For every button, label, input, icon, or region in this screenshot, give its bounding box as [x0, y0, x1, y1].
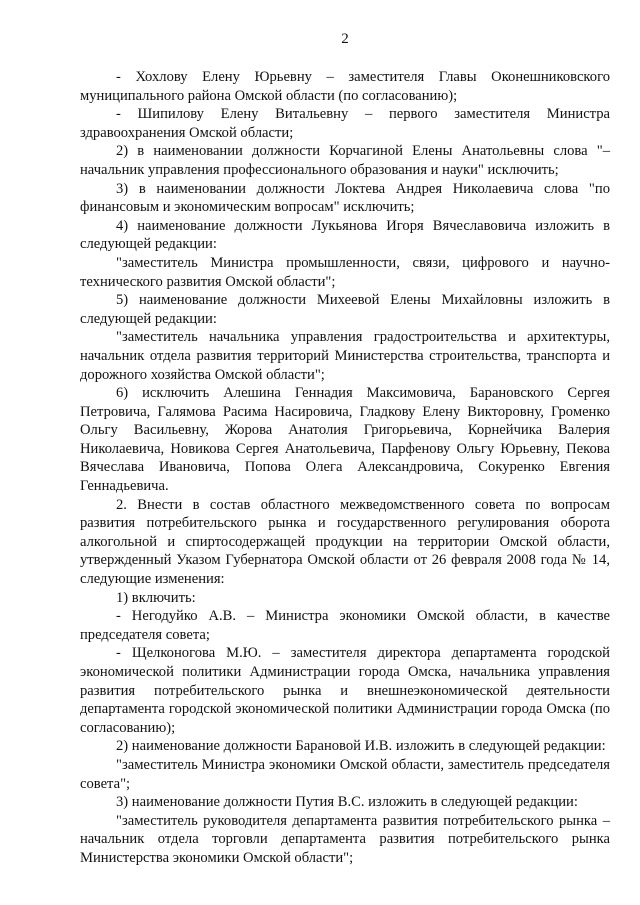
paragraph-item-4: 4) наименование должности Лукьянова Игоря Вячеславовича изложить в следующей редакции: [80, 217, 610, 253]
paragraph-shipilova: - Шипилову Елену Витальевну – первого заместителя Министра здравоохранения Омской области; [80, 106, 610, 141]
paragraph-putiya-quote: "заместитель руководителя департамента развития потребительского рынка – начальник отдела торговли департамента развития потребительского рынка Министерства экономики Омской области"; [80, 812, 610, 866]
paragraph-item-3: 3) в наименовании должности Локтева Андрея Николаевича слова "по финансовым и экономическим вопросам" исключить; [80, 180, 610, 216]
paragraph-shchelkonogov: - Щелконогова М.Ю. – заместителя директора департамента городской экономической политики Администрации города Омска, начальника управления развития потребительского рынка и внешнеэкономической деятельности департамента городской экономической политики Администрации города Омска (по согласованию); [80, 645, 610, 736]
paragraph-section-2: 2. Внести в состав областного межведомственного совета по вопросам развития потребительского рынка и государственного регулирования оборота алкогольной и спиртосодержащей продукции на территории Омской области, утвержденный Указом Губернатора Омской области от 26 февраля 2008 года № 14, следующие изменения: [80, 496, 610, 588]
paragraph-item-4-quote: "заместитель Министра промышленности, связи, цифрового и научно-технического развития Омской области"; [80, 254, 610, 290]
paragraph-include: 1) включить: [116, 589, 196, 606]
document-body [80, 68, 610, 868]
document-page [80, 0, 610, 905]
paragraph-item-5-quote: "заместитель начальника управления градостроительства и архитектуры, начальник отдела развития территорий Министерства строительства, транспорта и дорожного хозяйства Омской области"; [80, 329, 610, 383]
paragraph-item-5: 5) наименование должности Михеевой Елены Михайловны изложить в следующей редакции: [80, 292, 610, 327]
page-number: 2 [341, 31, 349, 47]
paragraph-baranova: 2) наименование должности Барановой И.В. изложить в следующей редакции: [116, 738, 606, 755]
paragraph-khokhlova: - Хохлову Елену Юрьевну – заместителя Главы Оконешниковского муниципального района Омской области (по согласованию); [80, 69, 610, 104]
paragraph-negoduyko: - Негодуйко А.В. – Министра экономики Омской области, в качестве председателя совета; [80, 608, 610, 643]
paragraph-putiya: 3) наименование должности Путия В.С. изложить в следующей редакции: [116, 794, 578, 811]
paragraph-item-2: 2) в наименовании должности Корчагиной Елены Анатольевны слова "– начальник управления профессионального образования и науки" исключить; [80, 143, 610, 178]
paragraph-baranova-quote: "заместитель Министра экономики Омской области, заместитель председателя совета"; [80, 756, 610, 792]
paragraph-item-6: 6) исключить Алешина Геннадия Максимовича, Барановского Сергея Петровича, Галямова Расима Насировича, Гладкову Елену Викторовну, Громенко Ольгу Васильевну, Жорова Анатолия Григорьевича, Корнейчика Валерия Николаевича, Новикова Сергея Анатольевича, Парфенову Ольгу Юрьевну, Пекова Вячеслава Ивановича, Попова Олега Александровича, Сокуренко Евгения Геннадьевича. [80, 385, 610, 495]
